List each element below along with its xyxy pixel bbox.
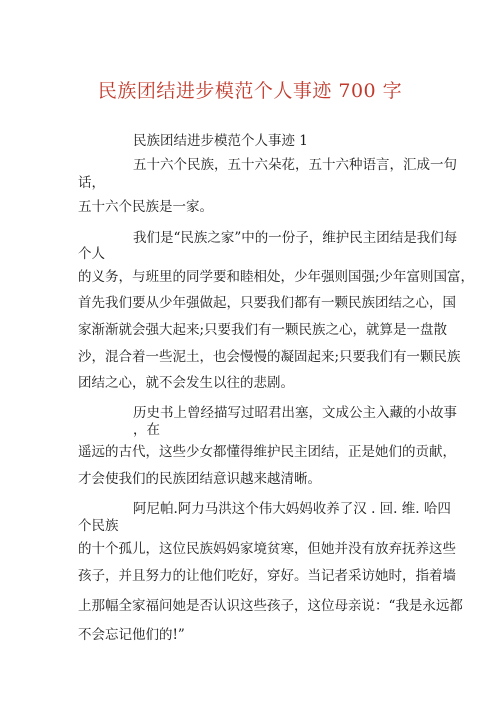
paragraph-line: 首先我们要从少年强做起，只要我们都有一颗民族团结之心，国 [78,295,456,311]
section-heading: 民族团结进步模范个人事迹 1 [133,133,308,149]
paragraph-line: 不会忘记他们的!” [78,627,185,643]
paragraph-line: 历史书上曾经描写过昭君出塞，文成公主入藏的小故事 [133,405,457,421]
paragraph-line: 个人 [78,246,105,262]
paragraph-line: 的十个孤儿，这位民族妈妈家境贫寒，但她并没有放弃抚养这些 [78,541,456,557]
paragraph-line: 孩子，并且努力的让他们吃好，穿好。当记者采访她时，指着墙 [78,568,456,584]
paragraph-line: 的义务，与班里的同学要和睦相处，少年强则国强;少年富则国富， [78,269,475,285]
paragraph-line: 沙，混合着一些泥土，也会慢慢的凝固起来;只要我们有一颗民族 [78,349,461,365]
paragraph-line: 五十六个民族，五十六朵花，五十六种语言，汇成一句 [133,157,457,173]
paragraph-line: 我们是“民族之家”中的一份子，维护民主团结是我们每 [133,230,458,246]
paragraph-line: 五十六个民族是一家。 [78,199,213,215]
paragraph-line: 遥远的古代，这些少女都懂得维护民主团结，正是她们的贡献， [78,444,456,460]
paragraph-line: 才会使我们的民族团结意识越来越清晰。 [78,471,321,487]
paragraph-line: 话， [78,175,105,191]
paragraph-line: 团结之心，就不会发生以往的悲剧。 [78,375,294,391]
document-title: 民族团结进步模范个人事迹 700 字 [97,80,403,102]
paragraph-line: ，在 [133,422,160,438]
paragraph-line: 家渐渐就会强大起来;只要我们有一颗民族之心，就算是一盘散 [78,322,448,338]
paragraph-line: 阿尼帕.阿力马洪这个伟大妈妈收养了汉 . 回. 维. 哈四 [133,501,451,517]
paragraph-line: 个民族 [78,518,119,534]
paragraph-line: 上那幅全家福问她是否认识这些孩子，这位母亲说：“我是永远都 [78,598,463,614]
